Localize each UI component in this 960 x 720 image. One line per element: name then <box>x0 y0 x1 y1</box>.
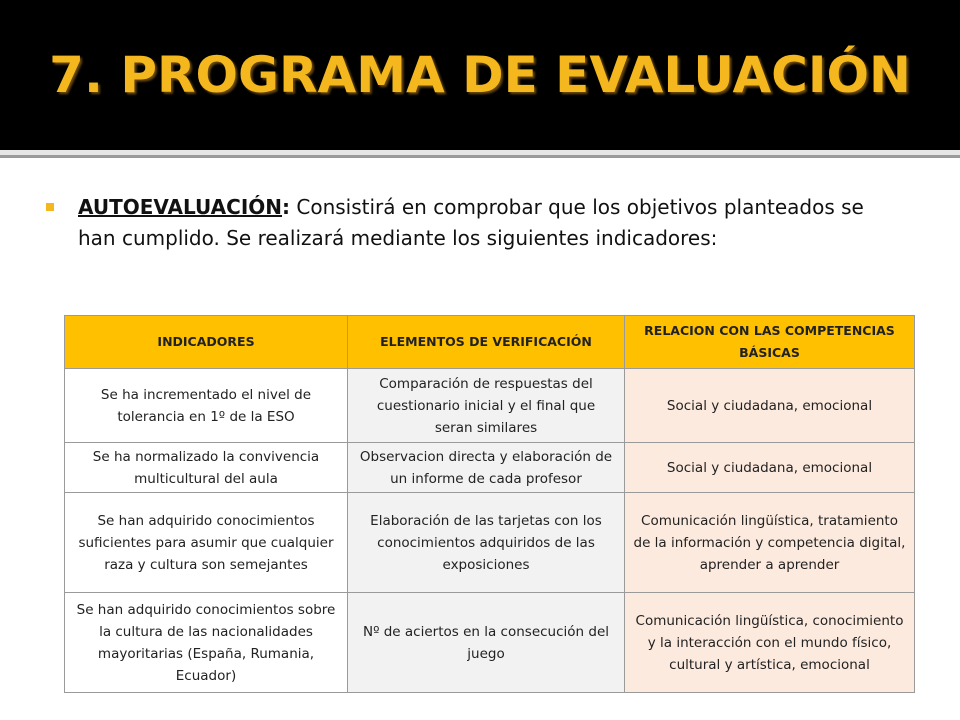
cell-verificacion: Comparación de respuestas del cuestionario inicial y el final que seran similares <box>348 369 625 443</box>
slide-title: 7. PROGRAMA DE EVALUACIÓN <box>49 46 911 104</box>
bullet-body: Consistirá en comprobar que los objetivos planteados se han cumplido. Se realizará mediante los siguientes indicadores: <box>78 195 864 250</box>
header-elementos: ELEMENTOS DE VERIFICACIÓN <box>348 316 625 369</box>
table-header-row <box>65 316 915 369</box>
cell-competencias: Social y ciudadana, emocional <box>625 369 915 443</box>
header-relacion: RELACION CON LAS COMPETENCIAS BÁSICAS <box>625 316 915 369</box>
title-bar <box>0 0 960 150</box>
cell-competencias: Comunicación lingüística, conocimiento y la interacción con el mundo físico, cultural y artística, emocional <box>625 593 915 693</box>
cell-verificacion: Elaboración de las tarjetas con los conocimientos adquiridos de las exposiciones <box>348 493 625 593</box>
bullet-item <box>46 192 906 254</box>
cell-indicador: Se han adquirido conocimientos suficientes para asumir que cualquier raza y cultura son semejantes <box>65 493 348 593</box>
table-row <box>65 493 915 593</box>
cell-indicador: Se ha incrementado el nivel de tolerancia en 1º de la ESO <box>65 369 348 443</box>
cell-verificacion: Nº de aciertos en la consecución del juego <box>348 593 625 693</box>
table-row <box>65 593 915 693</box>
square-bullet-icon <box>46 203 54 211</box>
cell-competencias: Comunicación lingüística, tratamiento de la información y competencia digital, aprender a aprender <box>625 493 915 593</box>
table-row <box>65 369 915 443</box>
cell-competencias: Social y ciudadana, emocional <box>625 443 915 493</box>
table-row <box>65 443 915 493</box>
bullet-label: AUTOEVALUACIÓN <box>78 195 283 219</box>
cell-indicador: Se ha normalizado la convivencia multicultural del aula <box>65 443 348 493</box>
indicators-table <box>64 315 915 693</box>
cell-indicador: Se han adquirido conocimientos sobre la cultura de las nacionalidades mayoritarias (España, Rumania, Ecuador) <box>65 593 348 693</box>
slide-body <box>0 158 960 720</box>
bullet-colon: : <box>282 195 291 219</box>
header-indicadores: INDICADORES <box>65 316 348 369</box>
bullet-text <box>78 192 906 254</box>
cell-verificacion: Observacion directa y elaboración de un informe de cada profesor <box>348 443 625 493</box>
